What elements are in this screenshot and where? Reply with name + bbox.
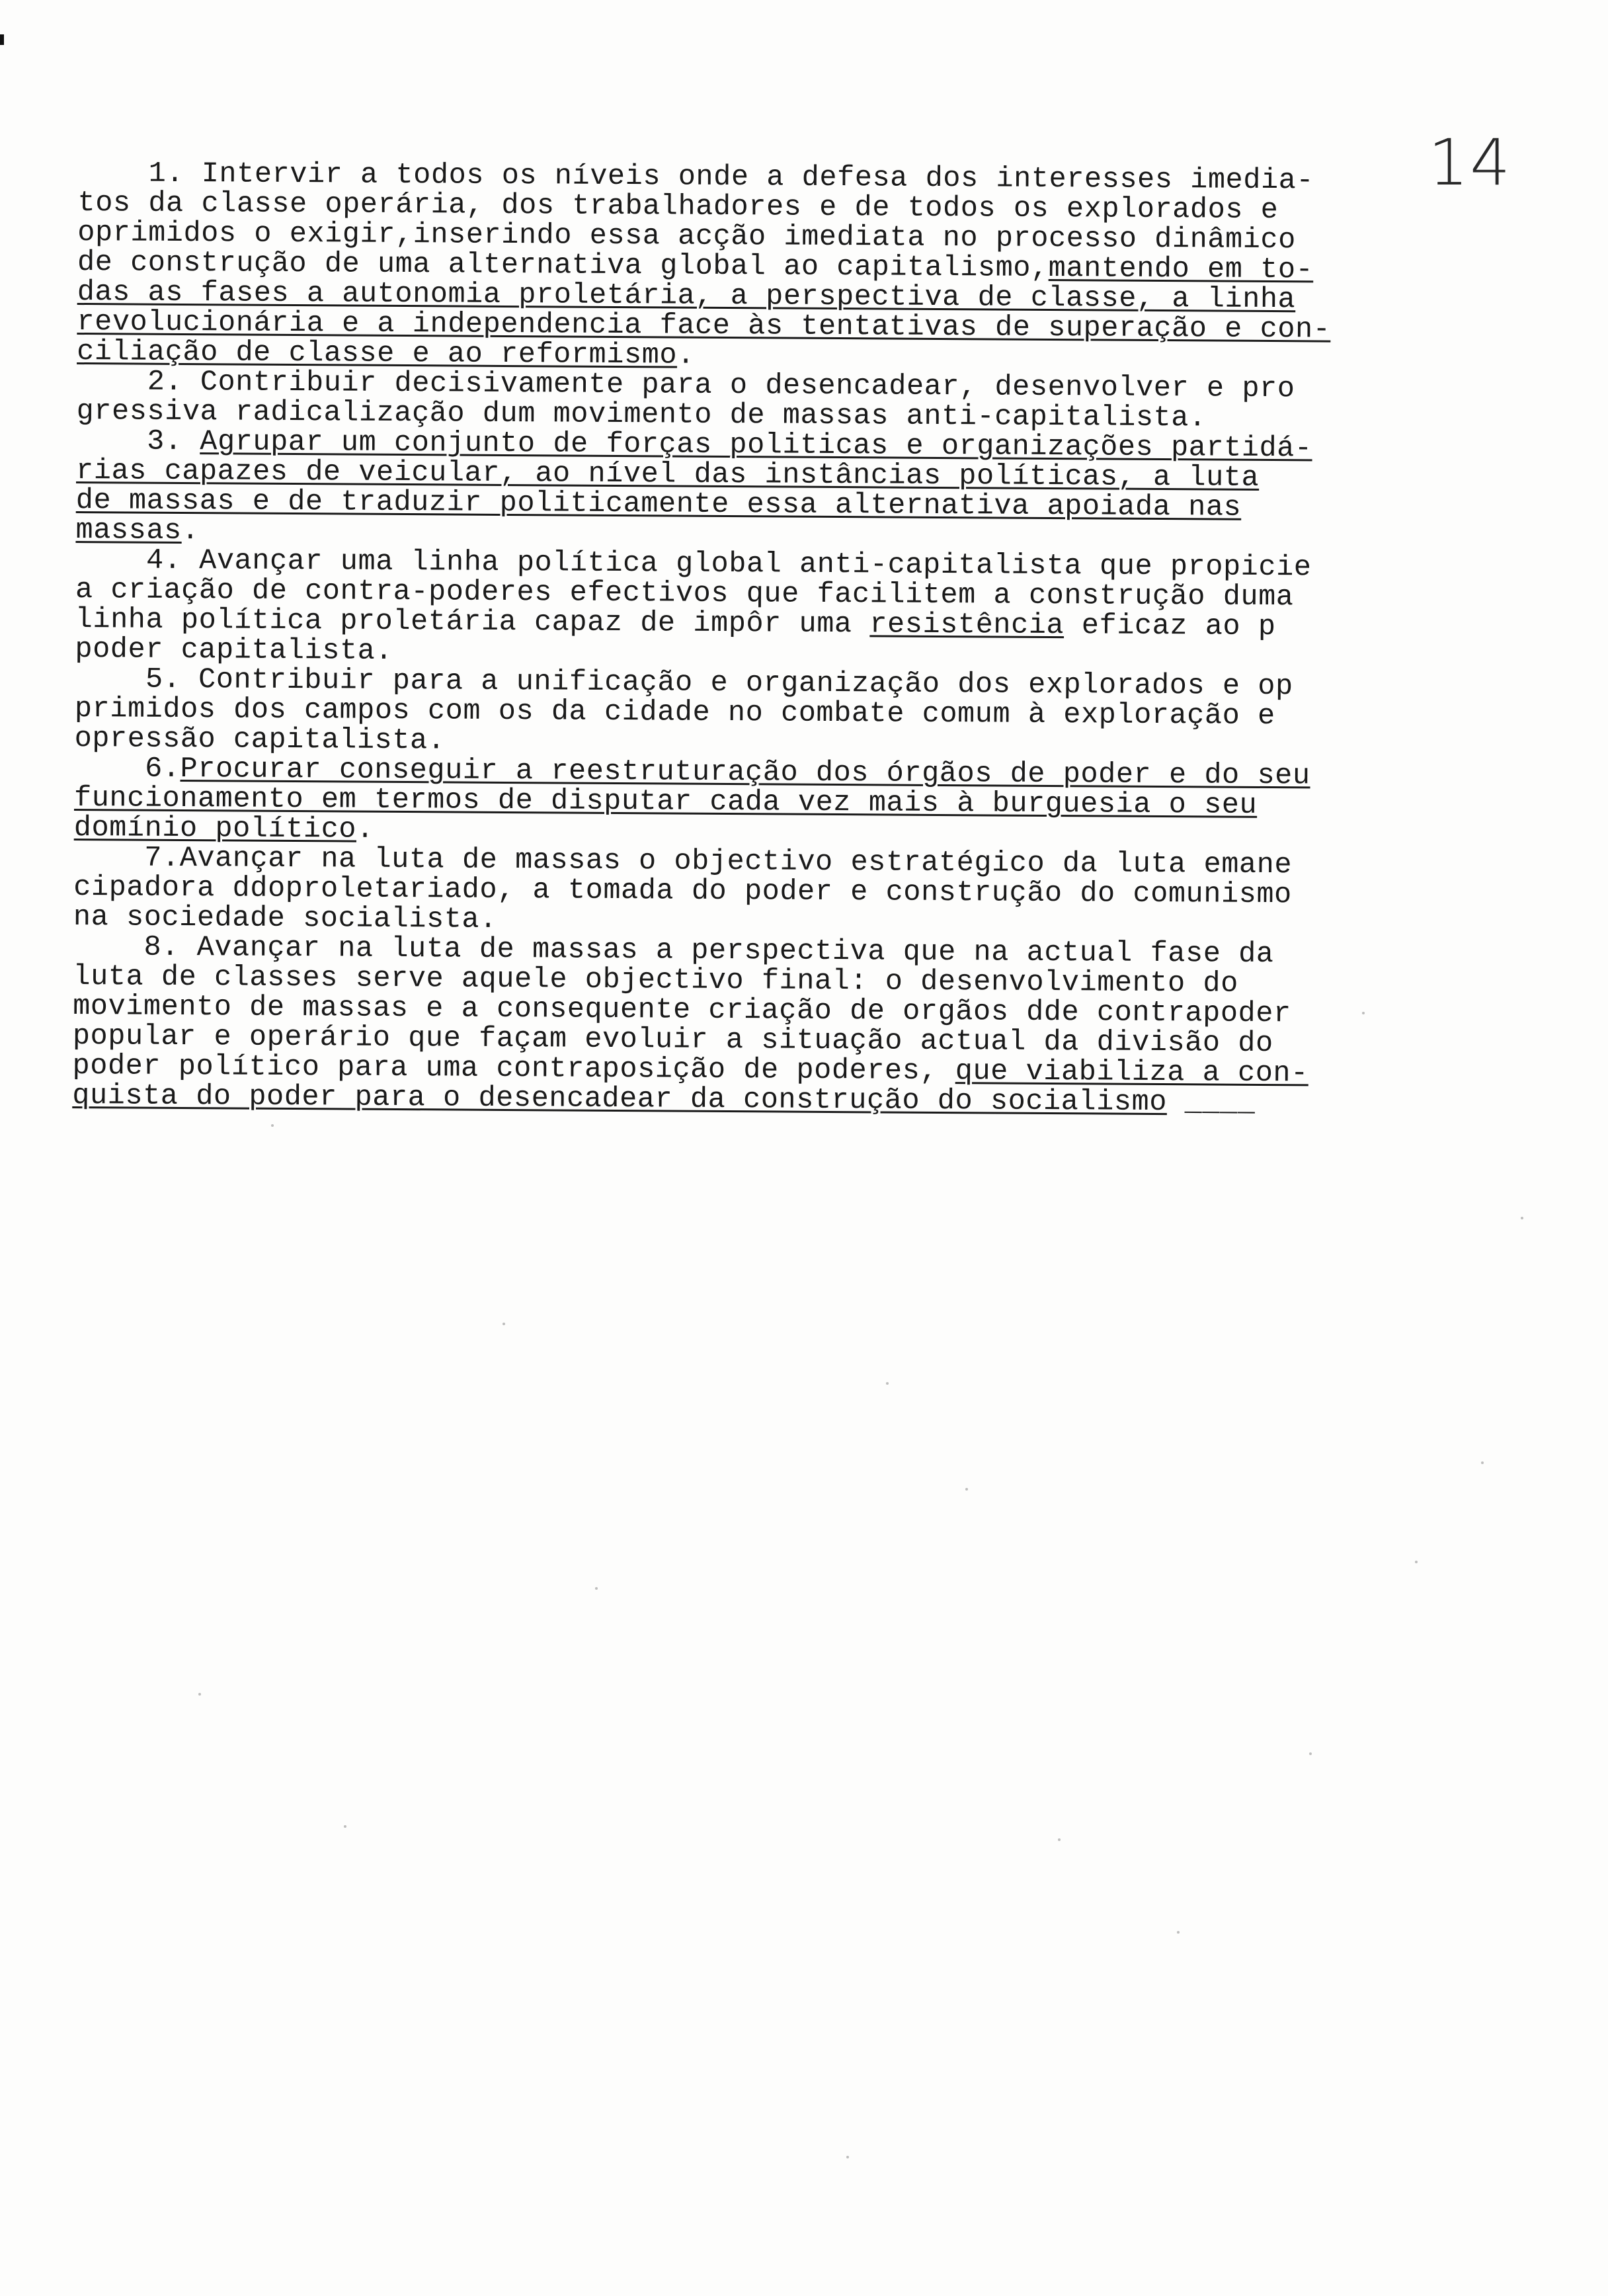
text-segment: na sociedade socialista.: [73, 901, 498, 936]
underlined-text: de massas e de traduzir politicamente essa alternativa apoiada nas: [75, 484, 1242, 524]
underlined-text: Procurar conseguir a reestruturação dos órgãos de poder e do seu: [180, 753, 1310, 793]
text-segment: 3.: [76, 425, 200, 459]
underlined-text: das as fases a autonomia proletária, a perspectiva de classe, a linha: [77, 276, 1296, 317]
underlined-text: massas: [75, 514, 182, 548]
text-segment: de construção de uma alternativa global ao capitalismo,: [77, 246, 1049, 285]
text-segment: oprimidos o exigir,inserindo essa acção imediata no processo dinâmico: [77, 216, 1297, 257]
scan-speck: [271, 1124, 274, 1127]
underlined-text: Agrupar um conjunto de forças politicas e organizações partidá-: [200, 426, 1312, 466]
scan-speck: [846, 2156, 849, 2158]
scan-speck: [886, 1382, 889, 1385]
text-segment: .: [181, 514, 200, 548]
text-segment: ____: [1166, 1086, 1256, 1120]
underlined-text: quista do poder para o desencadear da construção do socialismo: [72, 1079, 1168, 1120]
scan-speck: [1521, 1217, 1523, 1219]
scan-speck: [595, 1587, 598, 1590]
text-segment: opressão capitalista.: [74, 722, 446, 758]
scan-speck: [965, 1488, 968, 1491]
text-segment: 4. Avançar uma linha política global anti-capitalista que propicie: [75, 544, 1312, 585]
scan-speck: [344, 1825, 346, 1828]
text-segment: popular e operário que façam evoluir a situação actual da divisão do: [72, 1020, 1273, 1061]
text-segment: 6.: [74, 752, 181, 786]
text-segment: luta de classes serve aquele objectivo final: o desenvolvimento do: [73, 960, 1239, 1001]
text-segment: poder político para uma contraposição de poderes,: [72, 1049, 955, 1088]
text-segment: poder capitalista.: [75, 633, 393, 668]
typed-text-body: [72, 159, 1513, 1120]
scan-speck: [1415, 1561, 1418, 1563]
underlined-text: ciliação de classe e ao reformismo: [77, 335, 678, 372]
underlined-text: mantendo em to-: [1048, 252, 1314, 287]
scan-speck: [198, 1693, 201, 1696]
text-segment: 1. Intervir a todos os níveis onde a defesa dos interesses imedia-: [77, 157, 1314, 198]
text-segment: 2. Contribuir decisivamente para o desencadear, desenvolver e pro: [76, 365, 1295, 406]
scan-speck: [1309, 1752, 1312, 1755]
text-segment: movimento de massas e a consequente criação de orgãos dde contrapoder: [73, 990, 1291, 1031]
page-number: 14: [1428, 126, 1512, 200]
underlined-text: domínio político: [73, 811, 357, 846]
text-segment: .: [356, 813, 374, 846]
text-segment: 7.Avançar na luta de massas o objectivo estratégico da luta emane: [73, 841, 1293, 882]
text-segment: .: [676, 339, 696, 372]
text-segment: primidos dos campos com os da cidade no combate comum à exploração e: [74, 692, 1275, 733]
underlined-text: que viabiliza a con-: [955, 1055, 1309, 1090]
scan-speck: [1362, 1012, 1365, 1014]
underlined-text: resistência: [869, 608, 1065, 643]
text-segment: gressiva radicalização dum movimento de massas anti-capitalista.: [76, 395, 1207, 435]
text-segment: 5. Contribuir para a unificação e organização dos explorados e op: [75, 663, 1293, 704]
scan-speck: [1481, 1461, 1484, 1464]
text-segment: cipadora ddoproletariado, a tomada do poder e construção do comunismo: [73, 871, 1292, 912]
underlined-text: funcionamento em termos de disputar cada vez mais à burguesia o seu: [73, 782, 1258, 822]
scan-corner-mark: [0, 34, 4, 45]
underlined-text: rias capazes de veicular, ao nível das instâncias políticas, a luta: [75, 454, 1260, 495]
text-segment: linha política proletária capaz de impôr uma: [75, 603, 870, 641]
underlined-text: revolucionária e a independencia face às tentativas de superação e con-: [77, 306, 1331, 347]
text-segment: tos da classe operária, dos trabalhadores e de todos os explorados e: [77, 186, 1279, 227]
text-segment: a criação de contra-poderes efectivos que facilitem a construção duma: [75, 573, 1294, 614]
text-segment: 8. Avançar na luta de massas a perspectiva que na actual fase da: [73, 930, 1274, 971]
scan-speck: [502, 1323, 505, 1325]
scan-speck: [1058, 1838, 1061, 1841]
scan-speck: [1177, 1931, 1180, 1934]
text-segment: eficaz ao p: [1064, 610, 1276, 644]
